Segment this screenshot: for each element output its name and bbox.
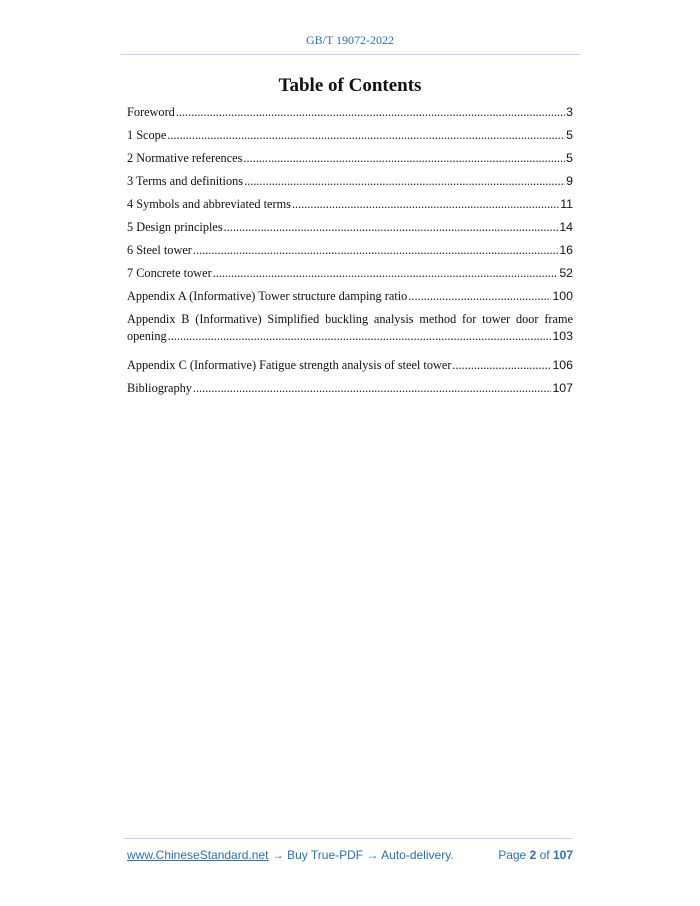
- toc-entry-page: 9: [566, 174, 573, 188]
- toc-leader-dots: [452, 358, 551, 372]
- toc-entry-concrete-tower[interactable]: [127, 266, 573, 289]
- toc-entry-bibliography[interactable]: [127, 381, 573, 404]
- toc-entry-appendix-a[interactable]: [127, 289, 573, 312]
- toc-leader-dots: [167, 128, 565, 142]
- toc-leader-dots: [213, 266, 559, 280]
- toc-entry-symbols[interactable]: [127, 197, 573, 220]
- toc-entry-label-continued: opening: [127, 329, 167, 343]
- toc-entry-design-principles[interactable]: [127, 220, 573, 243]
- toc-entry-page: 100: [552, 289, 573, 303]
- toc-entry-page: 106: [552, 358, 573, 372]
- toc-entry-page: 11: [560, 197, 573, 211]
- chinesestandard-link[interactable]: www.ChineseStandard.net: [127, 848, 269, 862]
- buy-true-pdf-text: Buy True-PDF: [287, 848, 364, 862]
- toc-entry-page: 3: [566, 105, 573, 119]
- auto-delivery-text: Auto-delivery.: [381, 848, 454, 862]
- toc-entry-steel-tower[interactable]: [127, 243, 573, 266]
- toc-leader-dots: [244, 174, 565, 188]
- toc-entry-page: 103: [552, 329, 573, 343]
- toc-entry-label: Bibliography: [127, 381, 192, 395]
- toc-leader-dots: [193, 381, 552, 395]
- current-page-number: 2: [529, 848, 537, 862]
- toc-entry-label: Appendix B (Informative) Simplified buckling analysis method for tower door frame: [127, 312, 573, 326]
- toc-entry-terms-definitions[interactable]: [127, 174, 573, 197]
- toc-entry-page: 5: [566, 151, 573, 165]
- toc-entry-foreword[interactable]: [127, 105, 573, 128]
- header-divider: [120, 54, 580, 55]
- toc-leader-dots: [292, 197, 559, 211]
- toc-entry-label: Appendix A (Informative) Tower structure damping ratio: [127, 289, 408, 303]
- toc-leader-dots: [176, 105, 565, 119]
- footer-promo: [127, 848, 454, 862]
- toc-leader-dots: [168, 329, 552, 343]
- toc-entry-page: 16: [559, 243, 573, 257]
- toc-leader-dots: [224, 220, 559, 234]
- toc-entry-label: Appendix C (Informative) Fatigue strength analysis of steel tower: [127, 358, 452, 372]
- toc-leader-dots: [408, 289, 551, 303]
- toc-entry-scope[interactable]: [127, 128, 573, 151]
- toc-entry-continuation: [127, 329, 573, 352]
- toc-leader-dots: [243, 151, 565, 165]
- footer-divider: [124, 838, 572, 839]
- toc-entry-appendix-b[interactable]: [127, 312, 573, 358]
- of-word: of: [539, 848, 550, 862]
- document-code-header: GB/T 19072-2022: [305, 33, 395, 47]
- arrow-right-icon: →: [271, 848, 284, 862]
- page-indicator: [498, 848, 573, 862]
- toc-entry-page: 52: [559, 266, 573, 280]
- toc-entry-label: Foreword: [127, 105, 175, 119]
- toc-entry-appendix-c[interactable]: [127, 358, 573, 381]
- arrow-right-icon: →: [366, 848, 379, 862]
- toc-entry-label: 2 Normative references: [127, 151, 243, 165]
- page-word: Page: [498, 848, 527, 862]
- toc-entry-label: 6 Steel tower: [127, 243, 192, 257]
- toc-entry-label: 3 Terms and definitions: [127, 174, 244, 188]
- toc-entry-page: 14: [559, 220, 573, 234]
- toc-entry-label: 4 Symbols and abbreviated terms: [127, 197, 291, 211]
- toc-entry-label: 5 Design principles: [127, 220, 223, 234]
- toc-list: [127, 105, 573, 404]
- toc-entry-page: 107: [552, 381, 573, 395]
- toc-entry-normative-references[interactable]: [127, 151, 573, 174]
- toc-leader-dots: [193, 243, 558, 257]
- total-page-count: 107: [552, 848, 573, 862]
- toc-entry-label: 7 Concrete tower: [127, 266, 212, 280]
- toc-entry-page: 5: [566, 128, 573, 142]
- toc-title: Table of Contents: [278, 75, 422, 96]
- toc-entry-label: 1 Scope: [127, 128, 167, 142]
